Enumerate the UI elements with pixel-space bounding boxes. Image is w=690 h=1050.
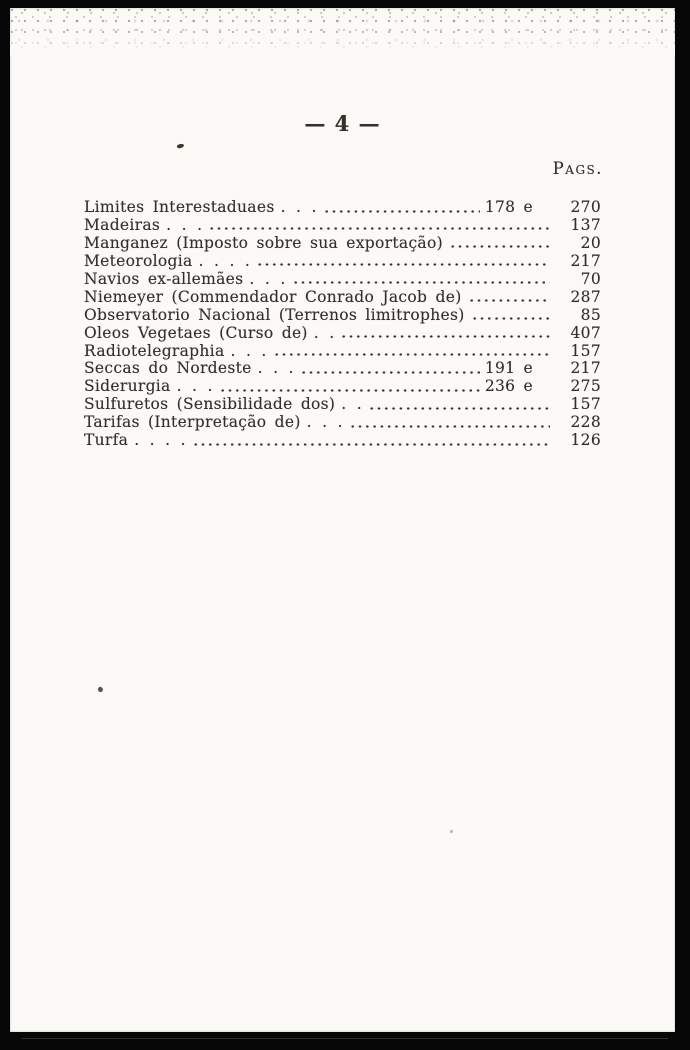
- toc-row: [84, 343, 601, 361]
- toc-row: [84, 271, 601, 289]
- leader-dots: [202, 217, 555, 235]
- page-paper: [10, 8, 675, 1032]
- entry-label: Oleos Vegetaes (Curso de): [84, 323, 308, 342]
- entry-label: Niemeyer (Commendador Conrado Jacob de): [84, 287, 462, 306]
- leader-dots: [334, 325, 555, 343]
- entry-separator-dots: . . .: [166, 215, 203, 234]
- ink-speck: [450, 830, 453, 833]
- entry-separator-dots: . . .: [257, 359, 294, 378]
- entry-page-number: 157: [570, 395, 601, 414]
- toc-row: [84, 199, 601, 217]
- entry-separator-dots: . .: [313, 323, 335, 342]
- scanner-edge-line: [22, 1038, 668, 1039]
- scan-noise-band: [10, 8, 675, 56]
- page-number-heading: — 4 —: [304, 111, 381, 136]
- toc-row: [84, 307, 601, 325]
- leader-dots: [213, 378, 485, 396]
- leader-dots: [462, 289, 555, 307]
- entry-extra-page: 191 e: [484, 359, 533, 378]
- entry-page-number: 287: [570, 287, 601, 306]
- toc-row: [84, 360, 601, 378]
- entry-label: Turfa: [84, 431, 129, 450]
- toc-row: [84, 253, 601, 271]
- entry-separator-dots: . . . .: [198, 251, 251, 270]
- ink-speck: [97, 686, 104, 693]
- toc-row: [84, 235, 601, 253]
- entry-label: Sulfuretos (Sensibilidade dos): [84, 395, 336, 414]
- entry-label: Meteorologia: [84, 251, 193, 270]
- entry-extra-page: 178 e: [484, 198, 533, 216]
- leader-dots: [362, 396, 555, 414]
- leader-dots: [186, 432, 555, 450]
- entry-separator-dots: . . .: [230, 341, 267, 360]
- entry-separator-dots: . . .: [176, 377, 213, 396]
- leader-dots: [286, 271, 555, 289]
- leader-dots: [317, 199, 485, 217]
- entry-page-number: 157: [570, 341, 601, 360]
- leader-dots: [343, 414, 555, 432]
- ink-speck: [177, 143, 185, 149]
- entry-page-number: 275: [570, 377, 601, 396]
- leader-dots: [465, 307, 555, 325]
- entry-page-number: 270: [570, 198, 601, 216]
- toc-row: [84, 378, 601, 396]
- entry-separator-dots: . .: [341, 395, 362, 414]
- toc-row: [84, 432, 601, 450]
- leader-dots: [294, 360, 485, 378]
- leader-dots: [267, 343, 555, 361]
- entry-label: Madeiras: [84, 215, 161, 234]
- entry-page-number: 217: [570, 251, 601, 270]
- leader-dots: [443, 235, 555, 253]
- entry-label: Manganez (Imposto sobre sua exportação): [84, 233, 443, 252]
- entry-label: Siderurgia: [84, 377, 171, 396]
- toc-row: [84, 414, 601, 432]
- entry-page-number: 137: [570, 215, 601, 234]
- toc-row: [84, 217, 601, 235]
- entry-page-number: 228: [570, 413, 601, 432]
- entry-label: Observatorio Nacional (Terrenos limitrophes): [84, 305, 465, 324]
- entry-label: Navios ex-allemães: [84, 269, 244, 288]
- entry-page-number: 20: [580, 233, 601, 252]
- entry-separator-dots: . . .: [249, 269, 286, 288]
- toc-row: [84, 289, 601, 307]
- entry-extra-page: 236 e: [484, 377, 533, 396]
- toc-row: [84, 396, 601, 414]
- entry-separator-dots: . . .: [306, 413, 343, 432]
- entry-page-number: 70: [580, 269, 601, 288]
- entry-separator-dots: . . .: [280, 198, 317, 216]
- entry-label: Radiotelegraphia: [84, 341, 225, 360]
- toc-row: [84, 325, 601, 343]
- leader-dots: [250, 253, 555, 271]
- toc-list: [84, 199, 601, 450]
- pags-column-header: Pags.: [552, 159, 603, 178]
- entry-label: Limites Interestaduaes: [84, 198, 275, 216]
- entry-label: Seccas do Nordeste: [84, 359, 252, 378]
- entry-page-number: 407: [570, 323, 601, 342]
- entry-label: Tarifas (Interpretação de): [84, 413, 301, 432]
- entry-page-number: 85: [580, 305, 601, 324]
- entry-separator-dots: . . . .: [134, 431, 186, 450]
- entry-page-number: 217: [570, 359, 601, 378]
- entry-page-number: 126: [570, 431, 601, 450]
